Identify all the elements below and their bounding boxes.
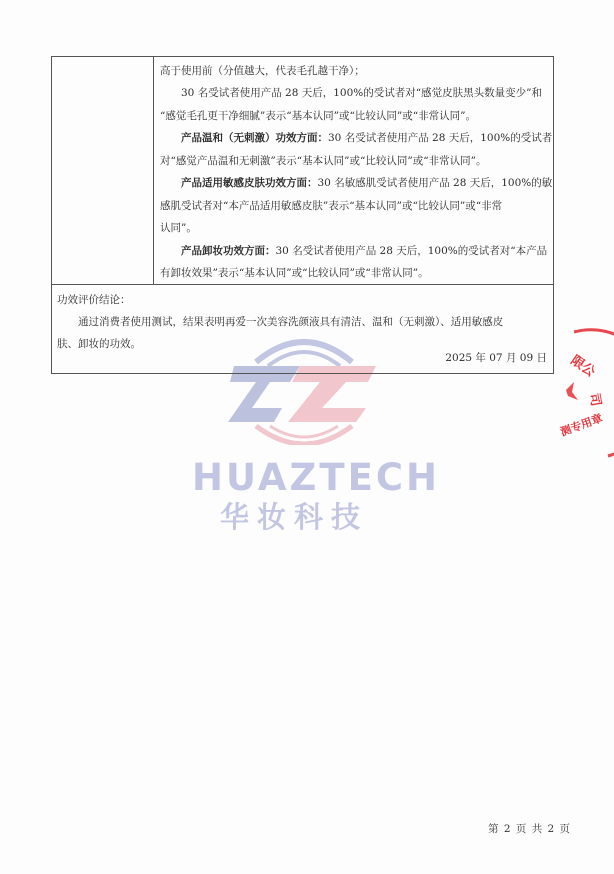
svg-text:测专用章: 测专用章 bbox=[558, 411, 605, 439]
results-label-cell bbox=[52, 57, 154, 284]
results-row bbox=[52, 57, 553, 285]
watermark-brand-cn: 华妆科技 bbox=[219, 500, 368, 534]
section-text: 30 名受试者使用产品 28 天后，100%的受试者对“本产品 bbox=[275, 245, 548, 257]
watermark-brand-en: HUAZTECH bbox=[192, 456, 440, 499]
official-seal-icon bbox=[556, 328, 614, 460]
section-heading-sensitive-skin: 产品适用敏感皮肤功效方面： bbox=[181, 177, 318, 189]
result-line: 30 名受试者使用产品 28 天后，100%的受试者对“感觉皮肤黑头数量变少”和 bbox=[181, 87, 542, 99]
conclusion-body: 肤、卸妆的功效。 bbox=[57, 338, 141, 350]
report-date: 2025 年 07 月 09 日 bbox=[445, 352, 547, 364]
section-text: 30 名敏感肌受试者使用产品 28 天后，100%的敏 bbox=[317, 177, 553, 189]
section-heading-mildness: 产品温和（无刺激）功效方面： bbox=[181, 132, 328, 144]
results-content-cell bbox=[154, 57, 553, 284]
conclusion-heading: 功效评价结论： bbox=[57, 294, 131, 306]
result-line: “感觉毛孔更干净细腻”表示“基本认同”或“比较认同”或“非常认同”。 bbox=[160, 110, 476, 122]
result-line-mildness bbox=[160, 131, 552, 145]
result-line-sensitive-skin bbox=[160, 176, 552, 190]
result-line: 认同”。 bbox=[160, 222, 197, 234]
svg-text:限公: 限公 bbox=[567, 352, 598, 381]
section-text: 30 名受试者使用产品 28 天后，100%的受试者 bbox=[328, 132, 553, 144]
results-table bbox=[51, 56, 554, 374]
result-line: 对“感觉产品温和无刺激”表示“基本认同”或“比较认同”或“非常认同”。 bbox=[160, 155, 487, 167]
result-line: 感肌受试者对“本产品适用敏感皮肤”表示“基本认同”或“比较认同”或“非常 bbox=[160, 200, 503, 212]
page-indicator: 第 2 页 共 2 页 bbox=[488, 823, 572, 835]
svg-text:司: 司 bbox=[586, 392, 604, 408]
result-line: 有卸妆效果”表示“基本认同”或“比较认同”或“非常认同”。 bbox=[160, 267, 429, 279]
result-line-makeup-removal bbox=[160, 244, 547, 258]
conclusion-body: 通过消费者使用测试，结果表明再爱一次美容洗颜液具有清洁、温和（无刺激）、适用敏感皮 bbox=[78, 316, 504, 328]
section-heading-makeup-removal: 产品卸妆功效方面： bbox=[181, 245, 276, 257]
conclusion-row bbox=[52, 285, 553, 373]
result-line: 高于使用前（分值越大，代表毛孔越干净）； bbox=[160, 65, 365, 77]
